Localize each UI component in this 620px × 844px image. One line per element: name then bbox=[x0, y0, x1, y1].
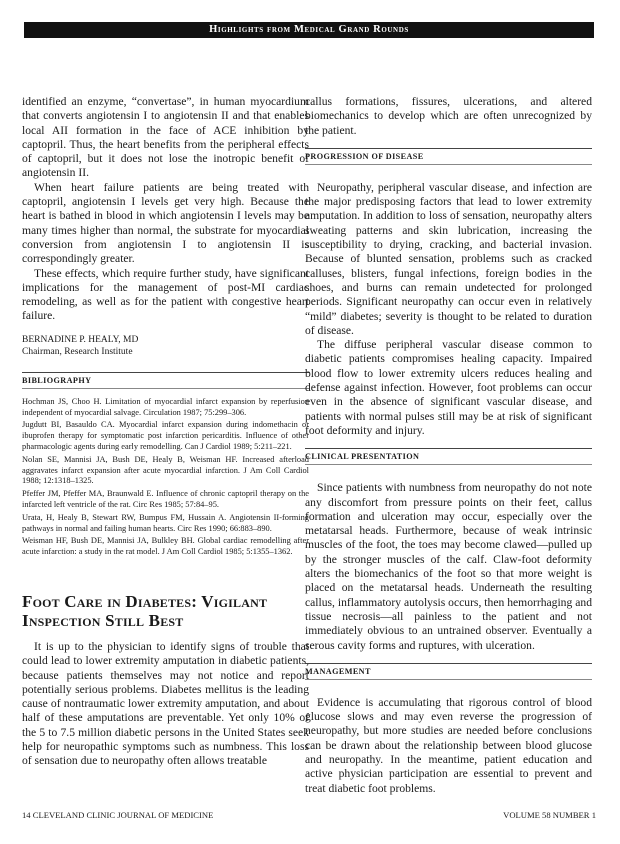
body-paragraph: Since patients with numbness from neuropathy do not note any discomfort from pressure points on their feet, callus formation and ulceration may occur, especially over the metatarsal heads. Furthermore, because of weak intrinsic muscles of the foot, the toes may become clawed—pulled up by the stronger muscles of the calf. Claw-foot deformity alters the biomechanics of the foot so that more weight is placed on the metatarsal heads. Underneath the resulting callus, inflammatory autolysis occurs, then hemorrhaging and tissue necrosis—all painless to the patient and not immediately obvious to an untrained observer. Eventually a serous cavity forms and ruptures, with ulceration. bbox=[305, 481, 592, 652]
body-paragraph: When heart failure patients are being treated with captopril, angiotensin I levels get very high. Because the heart is bathed in blood in which angiotensin I levels may be many times higher than normal, the substrate for myocardial conversion from angiotensin I to angiotensin II is correspondingly greater. bbox=[22, 180, 309, 266]
body-paragraph: These effects, which require further study, have significant implications for the management of post-MI cardiac remodeling, as well as for the patient with congestive heart failure. bbox=[22, 266, 309, 323]
bibliography-entry: Jugdutt BI, Basauldo CA. Myocardial infarct expansion during indomethacin or ibuprofen therapy for symptomatic post infarction pericarditis. Influence of other pharmacologic agents during early remodelling. Can J Cardiol 1989; 5:211–221. bbox=[22, 420, 309, 451]
section-heading-management: MANAGEMENT bbox=[305, 663, 592, 680]
footer-journal: 14 CLEVELAND CLINIC JOURNAL OF MEDICINE bbox=[22, 810, 214, 820]
body-paragraph: It is up to the physician to identify signs of trouble that could lead to lower extremity amputation in diabetic patients, because patients themselves may not notice and report potentially serious problems. Diabetes mellitus is the leading cause of nontraumatic lower extremity amputation, and about half of these amputations are preventable. Yet only 10% of the 5 to 7.5 million diabetic persons in the United States seek help for neuropathic symptoms such as numbness. This loss of sensation due to neuropathy often allows treatable bbox=[22, 639, 309, 768]
section-heading-progression: PROGRESSION OF DISEASE bbox=[305, 148, 592, 165]
body-paragraph: The diffuse peripheral vascular disease common to diabetic patients compromises healing capacity. Impaired blood flow to lower extremity ulcers reduces healing and defense against infection. However, foot problems can occur even in the absence of significant vascular disease, and patients with normal pulses still may be at risk of significant foot deformity and injury. bbox=[305, 338, 592, 437]
author-name: BERNADINE P. HEALY, MD bbox=[22, 334, 139, 345]
section-heading-clinical: CLINICAL PRESENTATION bbox=[305, 448, 592, 465]
bibliography-entry: Nolan SE, Mannisi JA, Bush DE, Healy B, Weisman HF. Increased afterload aggravates infarct expansion after acute myocardial infarction. J Am Coll Cardiol 1988; 12:1318–1325. bbox=[22, 454, 309, 486]
bibliography-entry: Urata, H, Healy B, Stewart RW, Bumpus FM, Hussain A. Angiotensin II-forming pathways in normal and failing human hearts. Circ Res 1990; 66:883–890. bbox=[22, 512, 309, 533]
footer-volume: VOLUME 58 NUMBER 1 bbox=[503, 810, 596, 820]
headline-line: Inspection Still Best bbox=[22, 610, 184, 630]
bibliography-heading: BIBLIOGRAPHY bbox=[22, 372, 309, 388]
body-paragraph: Neuropathy, peripheral vascular disease, and infection are the major predisposing factors that lead to lower extremity amputation. In addition to loss of sensation, neuropathy alters sweating patterns and skin lubrication, increasing the susceptibility to drying, cracking, and bacterial invasion. Because of blunted sensation, problems such as cracked calluses, blisters, fungal infections, foreign bodies in the shoes, and burns can remain undetected for prolonged periods. Significant neuropathy can occur even in relatively “mild” diabetes; severity is thought to be related to duration of disease. bbox=[305, 180, 592, 337]
headline-line: Foot Care in Diabetes: Vigilant bbox=[22, 591, 268, 611]
left-column bbox=[22, 95, 309, 769]
body-paragraph: identified an enzyme, “convertase”, in human myocardium that converts angiotensin I to angiotensin II and that enables local AII formation in the face of ACE inhibition by captopril. Thus, the heart benefits from the peripheral effects of captopril, but it does not lose the inotropic benefit of angiotensin II. bbox=[22, 95, 309, 180]
divider bbox=[22, 388, 309, 389]
bibliography-entry: Hochman JS, Choo H. Limitation of myocardial infarct expansion by reperfusion independent of myocardial salvage. Circulation 1987; 75:299–306. bbox=[22, 396, 309, 417]
running-header-banner: Highlights from Medical Grand Rounds bbox=[24, 22, 594, 38]
bibliography-entry: Pfeffer JM, Pfeffer MA, Braunwald E. Influence of chronic captopril therapy on the infarcted left ventricle of the rat. Circ Res 1985; 57:84–95. bbox=[22, 489, 309, 509]
right-column bbox=[305, 95, 592, 796]
author-title: Chairman, Research Institute bbox=[22, 346, 133, 357]
article-headline bbox=[22, 592, 309, 630]
body-paragraph: callus formations, fissures, ulcerations, and altered biomechanics to develop which are often unrecognized by the patient. bbox=[305, 95, 592, 137]
bibliography-list bbox=[22, 397, 309, 558]
body-paragraph: Evidence is accumulating that rigorous control of blood glucose slows and may even reverse the progression of neuropathy, but more studies are needed before conclusions can be drawn about the relationship between blood glucose and neuropathy. In the meantime, patient education and active physician participation are essential to prevent and treat diabetic foot problems. bbox=[305, 695, 592, 795]
bibliography-entry: Weisman HF, Bush DE, Mannisi JA, Bulkley BH. Global cardiac remodelling after acute infarction: a study in the rat model. J Am Coll Cardiol 1985; 5:1355–1362. bbox=[22, 536, 309, 557]
